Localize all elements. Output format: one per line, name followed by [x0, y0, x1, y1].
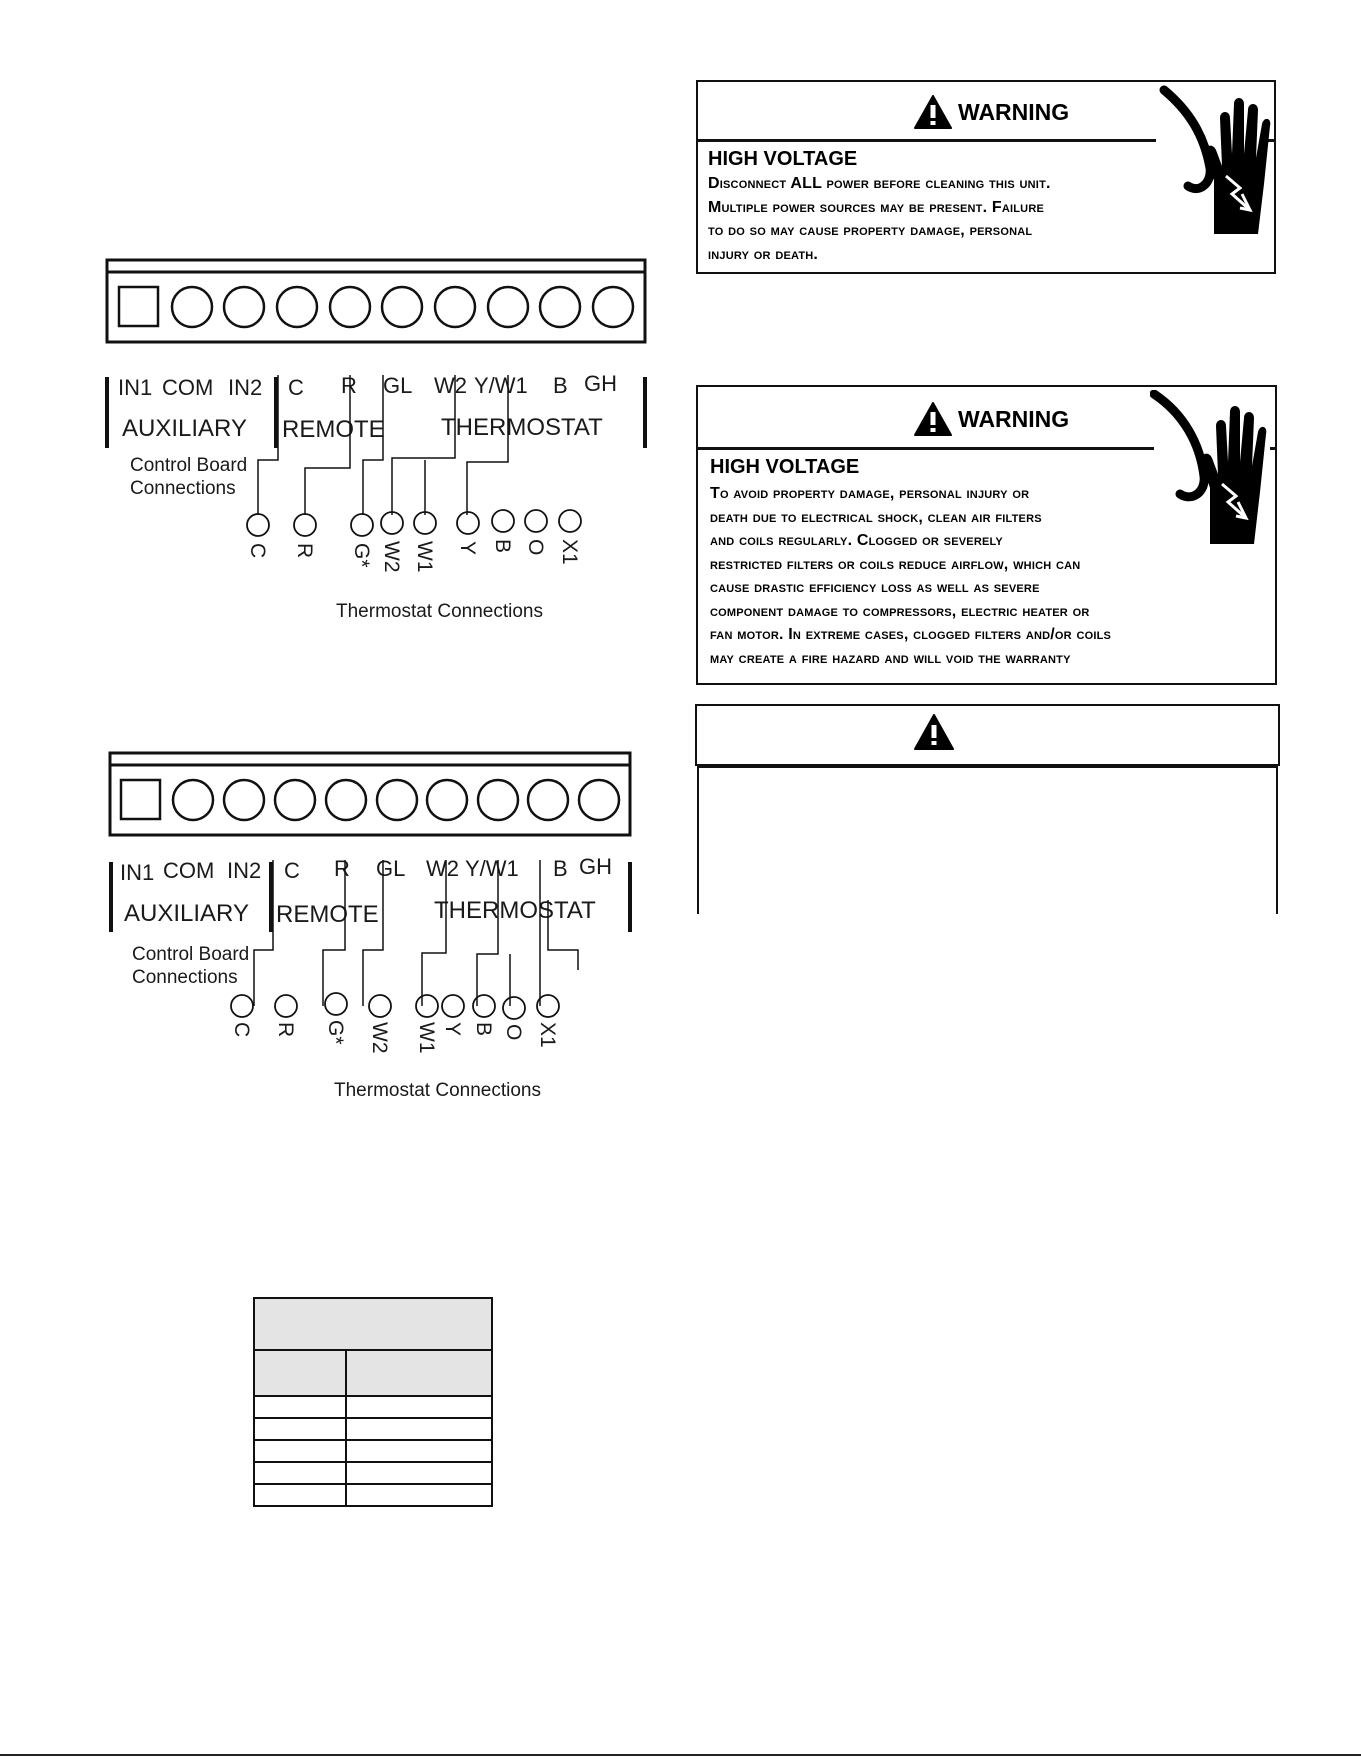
thermo-term-w2: W2 [368, 1022, 391, 1054]
label-w2: W2 [434, 373, 467, 398]
warning-triangle-icon [914, 95, 952, 129]
warning-line: death due to electrical shock, clean air filters [710, 508, 1042, 526]
control-board-label: Control Board [130, 455, 248, 476]
table-row [254, 1462, 492, 1484]
thermo-term-c: C [230, 1022, 253, 1038]
label-r: R [334, 856, 350, 881]
thermo-term-x1: X1 [558, 539, 581, 565]
label-yw1: Y/W1 [465, 856, 519, 881]
warning-title: HIGH VOLTAGE [708, 148, 858, 170]
label-in2: IN2 [227, 858, 262, 883]
label-b: B [553, 373, 568, 398]
warning-line: component damage to compressors, electric heater or [710, 602, 1090, 620]
label-in1: IN1 [118, 375, 153, 400]
warning-line: and coils regularly. Clogged or severely [710, 532, 1003, 549]
thermo-term-c: C [246, 543, 269, 559]
label-com: COM [163, 858, 215, 883]
table-subheader-row [254, 1350, 492, 1396]
diagram-caption: Thermostat Connections [334, 1080, 541, 1101]
thermo-term-b: B [491, 539, 514, 554]
page-bottom-rule [0, 1754, 1361, 1756]
warning-line: fan motor. In extreme cases, clogged filters and/or coils [710, 626, 1112, 643]
thermo-term-r: R [293, 543, 316, 559]
caution-header-box [695, 704, 1280, 766]
thermo-term-o: O [502, 1024, 525, 1041]
label-b: B [553, 856, 568, 881]
warning-triangle-icon [914, 402, 952, 436]
warning-heading [914, 402, 1069, 436]
section-remote: REMOTE [276, 901, 379, 928]
thermo-term-y: Y [456, 541, 479, 556]
label-gh: GH [579, 854, 612, 879]
warning-line: restricted filters or coils reduce airflow, which can [710, 555, 1081, 573]
warning-line: cause drastic efficiency loss as well as severe [710, 579, 1040, 596]
warning-body [708, 172, 1178, 266]
thermo-term-w2: W2 [380, 541, 403, 573]
thermo-term-o: O [524, 539, 547, 556]
table-row [254, 1484, 492, 1506]
wiring-diagram-top [100, 255, 660, 625]
section-remote: REMOTE [282, 416, 385, 443]
warning-line: may create a fire hazard and will void the warranty [710, 649, 1071, 667]
warning-divider [698, 447, 1154, 450]
warning-heading-text: WARNING [958, 98, 1070, 125]
control-board-label-2: Connections [132, 967, 238, 988]
label-c: C [288, 375, 304, 400]
thermo-term-x1: X1 [536, 1022, 559, 1048]
warning-divider [698, 139, 1156, 142]
control-board-label-2: Connections [130, 478, 236, 499]
caution-body-box [697, 766, 1278, 914]
label-gh: GH [584, 371, 617, 396]
warning-line: Multiple power sources may be present. Failure [708, 198, 1045, 216]
control-board-label: Control Board [132, 944, 250, 965]
warning-heading-text: WARNING [958, 405, 1070, 432]
warning-line: to do so may cause property damage, personal [708, 222, 1033, 239]
label-c: C [284, 858, 300, 883]
table-row [254, 1396, 492, 1418]
warning-body [710, 482, 1275, 670]
warning-line: To avoid property damage, personal injury or [710, 485, 1030, 502]
label-in1: IN1 [120, 860, 155, 885]
label-com: COM [162, 375, 214, 400]
warning-heading [914, 95, 1069, 129]
section-auxiliary: AUXILIARY [122, 415, 247, 442]
warning-title: HIGH VOLTAGE [710, 456, 860, 478]
thermo-term-w1: W1 [413, 541, 436, 573]
table-row [254, 1418, 492, 1440]
section-thermostat: THERMOSTAT [441, 414, 603, 441]
label-gl: GL [383, 373, 413, 398]
diagram-caption: Thermostat Connections [336, 601, 543, 622]
label-r: R [341, 373, 357, 398]
thermo-term-y: Y [441, 1022, 464, 1037]
table-row [254, 1440, 492, 1462]
thermo-term-r: R [274, 1022, 297, 1038]
label-yw1: Y/W1 [474, 373, 528, 398]
spec-table [253, 1297, 493, 1507]
thermo-term-b: B [472, 1022, 495, 1037]
warning-line: Disconnect ALL power before cleaning this unit. [708, 175, 1051, 192]
warning-triangle-icon [914, 714, 954, 750]
wiring-diagram-bottom [100, 750, 660, 1110]
label-gl: GL [376, 856, 406, 881]
warning-line: injury or death. [708, 245, 819, 263]
section-thermostat: THERMOSTAT [434, 897, 596, 924]
section-auxiliary: AUXILIARY [124, 900, 249, 927]
thermo-term-g: G* [350, 543, 373, 568]
thermo-term-g: G* [324, 1020, 347, 1045]
label-in2: IN2 [228, 375, 263, 400]
thermo-term-w1: W1 [415, 1022, 438, 1054]
table-header-row [254, 1298, 492, 1350]
label-w2: W2 [426, 856, 459, 881]
